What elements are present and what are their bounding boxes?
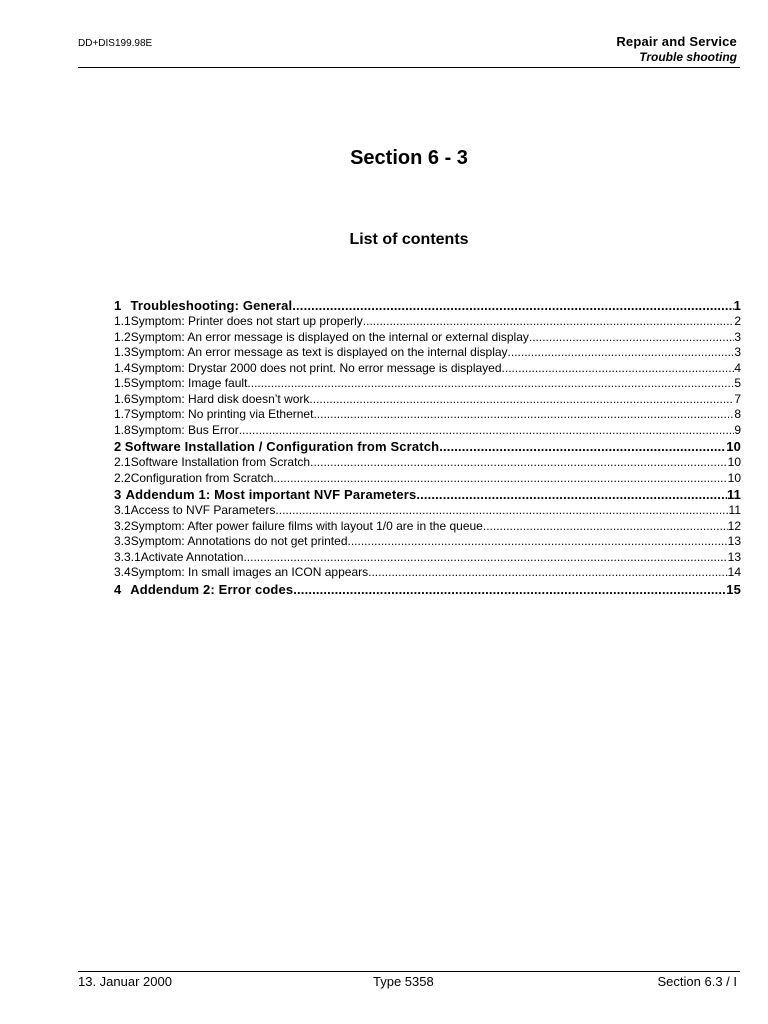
footer-section: Section 6.3 / I (657, 974, 737, 989)
toc-entry[interactable] (114, 297, 741, 314)
toc-entry-number: 3.3.1 (114, 549, 141, 564)
toc-entry-number: 1.3 (114, 345, 131, 359)
toc-dot-leader (239, 423, 735, 439)
toc-entry-number: 2 (114, 439, 122, 454)
toc-entry-number: 3.1 (114, 503, 131, 517)
toc-dot-leader (348, 534, 728, 550)
toc-entry-page: 13 (727, 534, 741, 548)
toc-entry[interactable] (114, 471, 741, 487)
toc-dot-leader (363, 314, 735, 330)
toc-entry-page: 12 (727, 518, 741, 533)
toc-dot-leader (293, 581, 726, 598)
toc-entry-page: 8 (734, 407, 741, 421)
toc-entry-page: 10 (726, 439, 741, 454)
toc-entry-page: 10 (727, 470, 741, 485)
toc-entry[interactable] (114, 376, 741, 392)
toc-entry[interactable] (114, 407, 741, 423)
toc-entry-page: 10 (727, 455, 741, 469)
toc-dot-leader (243, 550, 727, 566)
toc-entry-page: 1 (733, 298, 741, 313)
toc-entry-page: 14 (727, 565, 741, 579)
toc-entry-page: 9 (734, 422, 741, 437)
toc-entry-page: 5 (734, 376, 741, 390)
toc-entry-title: Symptom: No printing via Ethernet (130, 407, 314, 421)
toc-dot-leader (313, 407, 734, 423)
toc-entry-page: 2 (734, 314, 741, 328)
toc-dot-leader (368, 565, 728, 581)
toc-entry-title: Symptom: Hard disk doesn’t work (130, 391, 310, 406)
toc-entry-title: Symptom: Printer does not start up properly (130, 314, 363, 328)
toc-entry-number: 3.4 (114, 565, 131, 579)
toc-entry-title: Configuration from Scratch (130, 470, 274, 485)
toc-entry[interactable] (114, 486, 741, 503)
toc-dot-leader (292, 297, 733, 314)
document-id: DD+DIS199.98E (78, 38, 153, 49)
header-rule (78, 67, 740, 68)
toc-entry-number: 1.2 (114, 329, 131, 344)
header-subtitle: Trouble shooting (639, 50, 737, 64)
toc-entry[interactable] (114, 565, 741, 581)
toc-entry[interactable] (114, 392, 741, 408)
toc-entry-title: Symptom: Annotations do not get printed (130, 534, 348, 548)
toc-entry[interactable] (114, 361, 741, 377)
toc-entry-number: 4 (114, 581, 122, 597)
toc-entry-number: 1.1 (114, 314, 131, 328)
toc-entry-title: Addendum 2: Error codes (130, 581, 294, 597)
toc-entry-number: 1.6 (114, 391, 131, 406)
toc-entry-title: Symptom: An error message as text is displayed on the internal display (130, 345, 508, 359)
toc-entry[interactable] (114, 345, 741, 361)
toc-entry-number: 1.7 (114, 407, 131, 421)
table-of-contents (114, 297, 741, 598)
footer-date: 13. Januar 2000 (78, 974, 172, 989)
toc-dot-leader (505, 361, 734, 377)
footer-type: Type 5358 (373, 974, 434, 989)
toc-entry-number: 3.3 (114, 534, 131, 548)
toc-entry-page: 3 (734, 345, 741, 359)
toc-dot-leader (439, 438, 726, 455)
toc-dot-leader (310, 455, 728, 471)
toc-entry-title: Software Installation / Configuration from Scratch (124, 439, 440, 454)
toc-dot-leader (416, 486, 727, 503)
toc-entry-title: Symptom: Bus Error (130, 422, 239, 437)
toc-dot-leader (309, 392, 734, 408)
toc-dot-leader (247, 376, 734, 392)
toc-entry-title: Symptom: Image fault (130, 376, 248, 390)
toc-dot-leader (483, 519, 728, 535)
toc-entry-page: 13 (727, 549, 741, 564)
toc-entry[interactable] (114, 550, 741, 566)
toc-entry[interactable] (114, 519, 741, 535)
toc-entry-title: Access to NVF Parameters (130, 503, 276, 517)
toc-entry[interactable] (114, 423, 741, 439)
section-title: Section 6 - 3 (350, 147, 468, 169)
toc-entry-title: Symptom: Drystar 2000 does not print. No error message is displayed. (130, 360, 505, 375)
toc-entry-number: 1.4 (114, 360, 131, 375)
toc-entry-page: 4 (734, 360, 741, 375)
toc-dot-leader (529, 330, 734, 346)
toc-entry-page: 11 (728, 503, 741, 517)
contents-title: List of contents (349, 231, 469, 248)
toc-dot-leader (275, 503, 728, 519)
toc-entry-title: Activate Annotation (140, 549, 244, 564)
header-title: Repair and Service (616, 34, 737, 49)
header-block (616, 34, 737, 64)
toc-entry-number: 2.1 (114, 455, 131, 469)
toc-entry-page: 7 (734, 391, 741, 406)
toc-entry[interactable] (114, 581, 741, 598)
toc-entry[interactable] (114, 438, 741, 455)
toc-entry[interactable] (114, 534, 741, 550)
toc-entry-title: Symptom: An error message is displayed on the internal or external display (130, 329, 529, 344)
toc-entry-page: 11 (726, 487, 741, 502)
toc-entry-title: Symptom: After power failure films with layout 1/0 are in the queue (130, 518, 483, 533)
toc-entry-title: Software Installation from Scratch (130, 455, 311, 469)
toc-entry-number: 2.2 (114, 470, 131, 485)
footer-rule (78, 971, 740, 972)
toc-entry-number: 1 (114, 298, 122, 313)
toc-entry-number: 3 (114, 487, 122, 502)
toc-entry-title: Addendum 1: Most important NVF Parameters (125, 487, 417, 502)
toc-entry[interactable] (114, 503, 741, 519)
toc-entry[interactable] (114, 314, 741, 330)
toc-entry-number: 1.5 (114, 376, 131, 390)
toc-entry-page: 3 (734, 329, 741, 344)
toc-entry[interactable] (114, 455, 741, 471)
toc-entry-title: Symptom: In small images an ICON appears (130, 565, 369, 579)
toc-entry-number: 3.2 (114, 518, 131, 533)
toc-dot-leader (508, 345, 735, 361)
toc-entry[interactable] (114, 330, 741, 346)
toc-dot-leader (273, 471, 727, 487)
toc-entry-page: 15 (726, 581, 741, 597)
toc-entry-title: Troubleshooting: General (130, 298, 293, 313)
toc-entry-number: 1.8 (114, 422, 131, 437)
